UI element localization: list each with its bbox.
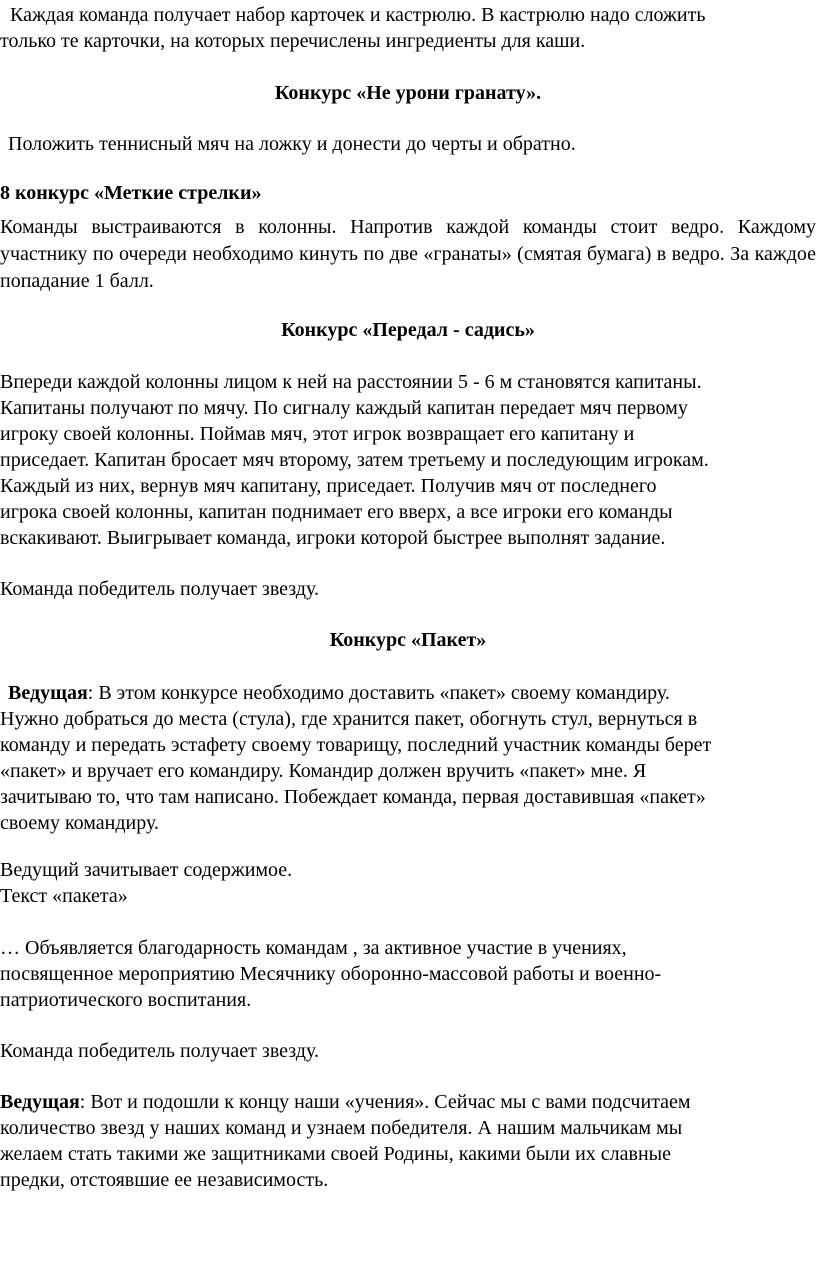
leader-label: Ведущая (8, 682, 88, 704)
reads-line: Ведущий зачитывает содержимое. (0, 859, 293, 881)
final-line: предки, отстоявшие ее независимость. (0, 1169, 329, 1191)
arrows-paragraph: Команды выстраиваются в колонны. Напротив каждой команды стоит ведро. Каждому участнику по очереди необходимо кинуть по две «гранаты» (смятая бумага) в ведро. За каждое попадание 1 балл. (0, 216, 816, 292)
final-line: желаем стать такими же защитниками своей Родины, какими были их славные (0, 1143, 671, 1165)
final-line: количество звезд у наших команд и узнаем победителя. А нашим мальчикам мы (0, 1117, 683, 1139)
packet-first-line (0, 680, 816, 706)
pass-line: игроку своей колонны. Поймав мяч, этот игрок возвращает его капитану и (0, 423, 635, 445)
pass-line: игрока своей колонны, капитан поднимает его вверх, а все игроки его команды (0, 501, 673, 523)
packet-line: команду и передать эстафету своему товарищу, последний участник команды берет (0, 734, 712, 756)
gratitude-line: патриотического воспитания. (0, 989, 252, 1011)
final-leader-label: Ведущая (0, 1091, 80, 1113)
reads-paragraph (0, 857, 816, 909)
pass-line: приседает. Капитан бросает мяч второму, затем третьему и последующим игрокам. (0, 449, 709, 471)
packet-paragraph (0, 680, 816, 836)
pass-line: вскакивают. Выигрывает команда, игроки которой быстрее выполнят задание. (0, 527, 666, 549)
heading-grenade: Конкурс «Не урони гранату». (274, 82, 542, 104)
gratitude-line: … Объявляется благодарность командам , за активное участие в учениях, (0, 937, 627, 959)
pass-line: Впереди каждой колонны лицом к ней на расстоянии 5 - 6 м становятся капитаны. (0, 371, 702, 393)
final-paragraph (0, 1089, 816, 1193)
packet-first-line-text: : В этом конкурсе необходимо доставить «пакет» своему командиру. (87, 682, 670, 704)
star-award-text: Команда победитель получает звезду. (0, 578, 319, 600)
heading-arrows: 8 конкурс «Меткие стрелки» (0, 182, 262, 204)
packet-line: своему командиру. (0, 812, 159, 834)
intro-paragraph (0, 2, 816, 54)
heading-packet: Конкурс «Пакет» (329, 629, 487, 651)
grenade-paragraph: Положить теннисный мяч на ложку и донести до черты и обратно. (8, 133, 576, 155)
intro-line: только те карточки, на которых перечислены ингредиенты для каши. (0, 30, 586, 52)
packet-line: «пакет» и вручает его командиру. Командир должен вручить «пакет» мне. Я (0, 760, 647, 782)
packet-line: Нужно добраться до места (стула), где хранится пакет, обогнуть стул, вернуться в (0, 708, 698, 730)
star-award-text: Команда победитель получает звезду. (0, 1040, 319, 1062)
pass-line: Каждый из них, вернув мяч капитану, приседает. Получив мяч от последнего (0, 475, 657, 497)
packet-line: зачитываю то, что там написано. Побеждает команда, первая доставившая «пакет» (0, 786, 706, 808)
gratitude-paragraph (0, 935, 816, 1013)
gratitude-line: посвященное мероприятию Месячнику оборонно-массовой работы и военно- (0, 963, 662, 985)
pass-line: Капитаны получают по мячу. По сигналу каждый капитан передает мяч первому (0, 397, 688, 419)
pass-paragraph (0, 369, 816, 551)
packet-text-label: Текст «пакета» (0, 885, 128, 907)
final-first-line-text: : Вот и подошли к концу наши «учения». Сейчас мы с вами подсчитаем (79, 1091, 691, 1113)
intro-line: Каждая команда получает набор карточек и кастрюлю. В кастрюлю надо сложить (10, 4, 706, 26)
final-first-line (0, 1089, 816, 1115)
heading-pass: Конкурс «Передал - садись» (281, 319, 535, 341)
